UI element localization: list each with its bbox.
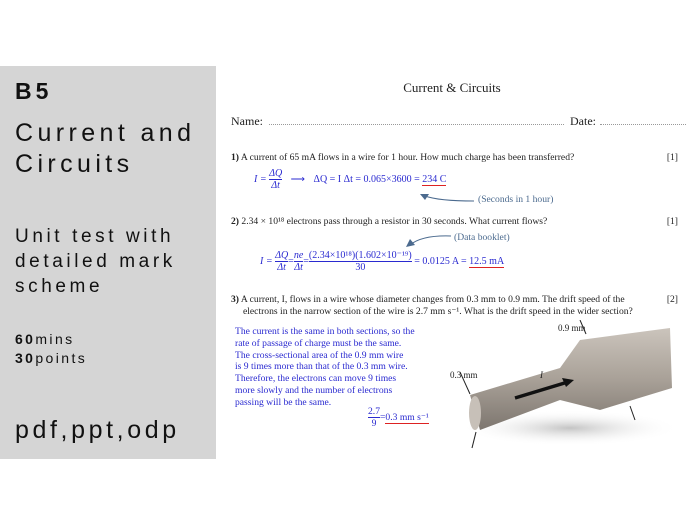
diagram-label-wide: 0.9 mm <box>558 323 586 333</box>
unit-meta: 60mins 30points <box>15 331 88 366</box>
q3-calc: $\frac{2.7}{9}$ =0.3 mm s⁻¹ <box>368 406 429 429</box>
q1-note: (Seconds in 1 hour) <box>478 194 554 205</box>
note-arrow-icon <box>402 233 452 248</box>
question-2: 2) 2.34 × 10¹⁸ electrons pass through a resistor in 30 seconds. What current flows? <box>231 216 548 227</box>
diagram-current-label: I <box>540 370 543 380</box>
document-preview <box>222 70 682 450</box>
q1-answer: I = $\frac{\Delta Q}{\Delta t}$ ⟶ ΔQ = I Δt = 0.065×3600 = 234 C <box>254 168 447 191</box>
q1-marks: [1] <box>666 152 678 163</box>
question-3: 3) A current, I, flows in a wire whose diameter changes from 0.3 mm to 0.9 mm. The drift speed of the electrons in the narrow section of the wire is 2.7 mm s⁻¹. What is the drift speed in the wider section? <box>231 294 633 317</box>
unit-title: Current and Circuits <box>15 119 196 178</box>
q2-marks: [1] <box>666 216 678 227</box>
q2-answer: I = $\frac{\Delta Q}{\Delta t}$ = $\frac{ne}{\Delta t}$ = $\frac{\text{(2.34×10¹⁸)(1.602×10⁻¹⁹)}}{30}$ = 0.0125 A = 12.5 mA <box>260 250 505 273</box>
q3-marks: [2] <box>666 294 678 305</box>
q2-note: (Data booklet) <box>454 232 510 243</box>
note-arrow-icon <box>417 193 475 205</box>
wire-diagram <box>450 320 682 450</box>
info-panel <box>0 66 216 459</box>
name-date-row: Name: Date: <box>231 114 679 129</box>
document-title: Current & Circuits <box>403 80 501 95</box>
q3-answer-text: The current is the same in both sections, so the rate of passage of charge must be the same. The cross-sectional area of the 0.9 mm wire is 9 times more than that of the 0.3 mm wire. Therefore, the electrons can move 9 times more slowly and the number of electrons passing will be the same. <box>235 326 415 408</box>
question-1: 1) A current of 65 mA flows in a wire for 1 hour. How much charge has been transferred? <box>231 152 575 163</box>
arrow-icon: ⟶ <box>290 173 306 185</box>
diagram-label-narrow: 0.3 mm <box>450 370 478 380</box>
unit-code: B5 <box>15 78 53 104</box>
unit-subtitle: Unit test with detailed mark scheme <box>15 226 176 297</box>
file-formats: pdf,ppt,odp <box>15 416 180 444</box>
